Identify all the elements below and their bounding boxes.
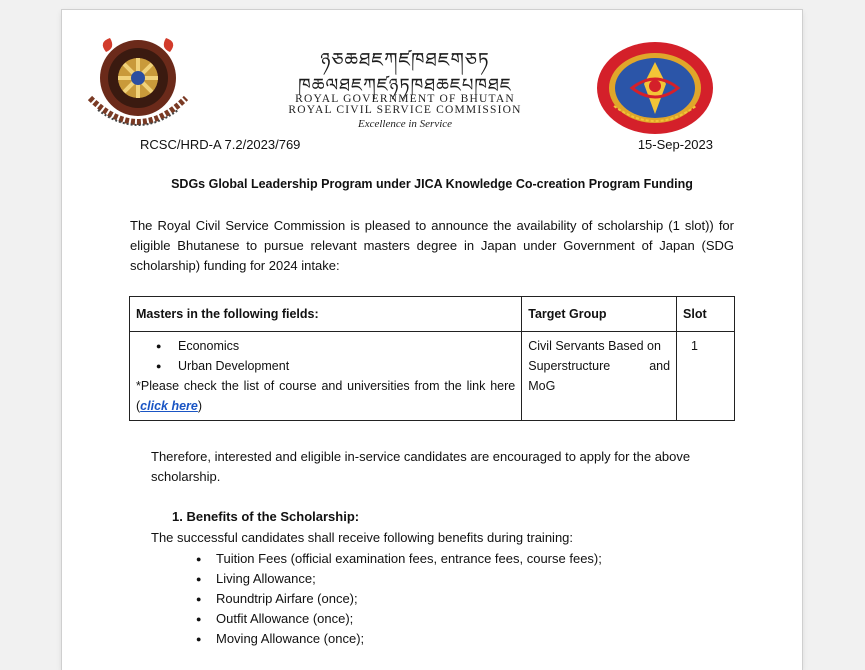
note-text: *Please check the list of course and universities from the link here: [136, 379, 516, 393]
benefits-heading: 1. Benefits of the Scholarship:: [172, 509, 360, 524]
therefore-paragraph: Therefore, interested and eligible in-service candidates are encouraged to apply for the above scholarship.: [151, 449, 691, 484]
column-header-slot: Slot: [677, 297, 735, 332]
benefit-item: ● Outfit Allowance (once);: [216, 609, 602, 629]
column-header-fields: Masters in the following fields:: [130, 297, 522, 332]
target-group-line: Superstructure and: [528, 359, 671, 373]
field-item: ● Economics: [178, 336, 515, 356]
target-group-line: Civil Servants Based on: [528, 339, 661, 353]
field-item: ● Urban Development: [178, 356, 515, 376]
document-title: SDGs Global Leadership Program under JICA Knowledge Co-creation Program Funding: [171, 177, 693, 191]
national-emblem-logo: [76, 28, 200, 140]
click-here-link[interactable]: click here: [140, 399, 198, 413]
rcsc-emblem-logo: [594, 40, 716, 136]
table-row: [130, 332, 735, 421]
org-motto: Excellence in Service: [357, 118, 453, 130]
reference-number: RCSC/HRD-A 7.2/2023/769: [140, 137, 301, 152]
scholarship-table: [129, 296, 735, 421]
table-header-row: [130, 297, 735, 332]
letter-date: 15-Sep-2023: [637, 137, 713, 152]
benefit-item: ● Tuition Fees (official examination fees, entrance fees, course fees);: [216, 549, 602, 569]
course-list-note: *Please check the list of course and universities from the link here (click here): [136, 379, 516, 413]
slot-value: 1: [691, 339, 698, 353]
benefits-intro: The successful candidates shall receive following benefits during training:: [151, 530, 574, 545]
fields-cell: [130, 332, 522, 421]
fields-list: [136, 336, 515, 376]
slot-cell: [677, 332, 735, 421]
dzongkha-title-line2: ཁཆལཐཇཀཛཉཏཁཐཆཇཔཁཐཇ: [298, 75, 512, 96]
org-name-line1: ROYAL GOVERNMENT OF BHUTAN: [295, 93, 515, 105]
benefit-item: ● Roundtrip Airfare (once);: [216, 589, 602, 609]
target-group-line: MoG: [528, 379, 556, 393]
dzongkha-title-line1: ཉཅཆཐཇཀཛཁཐཇགཅཏ: [320, 49, 490, 71]
benefit-item: ● Living Allowance;: [216, 569, 602, 589]
org-name-line2: ROYAL CIVIL SERVICE COMMISSION: [288, 104, 522, 116]
column-header-target-group: Target Group: [522, 297, 677, 332]
target-group-cell: [522, 332, 677, 421]
benefit-item: ● Moving Allowance (once);: [216, 629, 602, 649]
intro-paragraph: The Royal Civil Service Commission is pleased to announce the availability of scholarship (1 slot)) for eligible Bhutanese to pursue relevant masters degree in Japan under Government of Japan (SDG scholarship) funding for 2024 intake:: [130, 218, 734, 273]
benefits-list: [216, 549, 602, 649]
